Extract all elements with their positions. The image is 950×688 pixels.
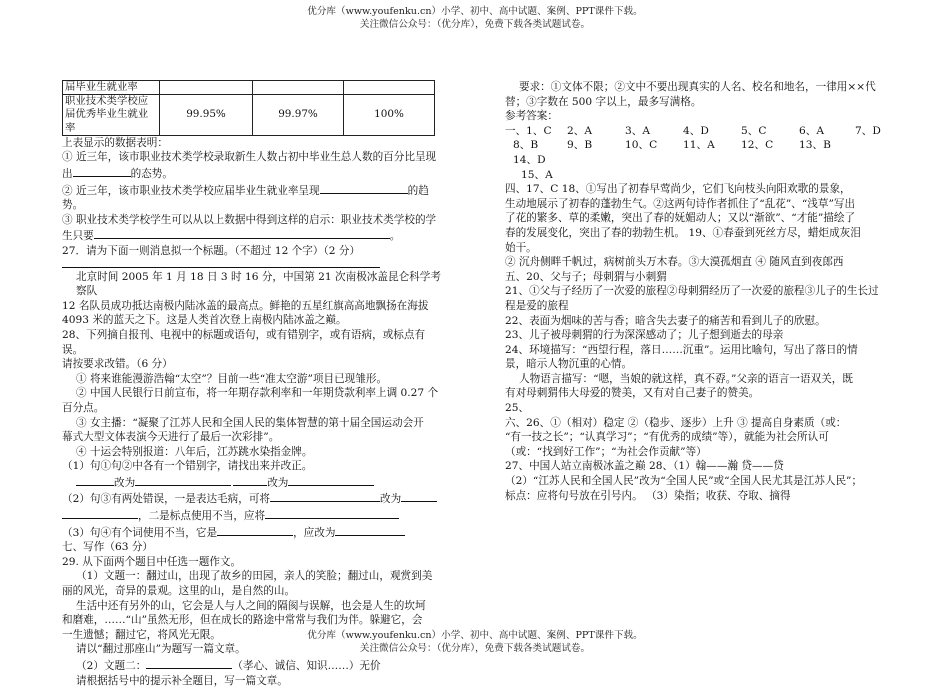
answer-item: 14、D (513, 153, 546, 166)
text-line (62, 227, 442, 244)
text-line: 景，暗示人物沉重的心情。 (505, 358, 633, 371)
text-fragment: （3）句④有个词使用不当，它是 (62, 526, 218, 539)
text-line: （1）文题一：翻过山，出现了故乡的田园，亲人的笑脸；翻过山，观赏到美 (76, 570, 433, 583)
text-line: ② 沉舟侧畔千帆过，病树前头万木春。③大漠孤烟直 ④ 随风直到夜郎西 (505, 256, 844, 269)
text-line: 百分点。 (62, 401, 105, 414)
fill-blank[interactable] (94, 227, 390, 239)
question-27: 27．请为下面一则消息拟一个标题。（不超过 12 个字）（2 分） (62, 244, 361, 257)
answers-heading: 参考答案： (505, 110, 558, 123)
answer-item: 4、D (683, 124, 709, 137)
text-line: ① 近三年，该市职业技术类学校录取新生人数占初中毕业生总人数的百分比呈现 (62, 151, 437, 164)
news-text: 北京时间 2005 年 1 月 18 日 3 时 16 分，中国第 21 次南极冰盖昆仑科学考察队 (76, 270, 441, 298)
table-cell (160, 81, 253, 95)
text-line: ③ 职业技术类学校学生可以从以上数据中得到这样的启示：职业技术类学校的学 (62, 213, 437, 226)
answer-item: 一、1、C (505, 124, 552, 137)
text-line: ④ 十运会特别报道：八年后，江苏跳水染指金牌。 (76, 445, 313, 458)
employment-table (62, 80, 435, 136)
text-line: 要求：①文体不限；②文中不要出现真实的人名、校名和地名，一律用××代 (519, 81, 876, 93)
text-line: 始干。 (505, 241, 537, 254)
text-fragment: ② 近三年，该市职业技术类学校应届毕业生就业率呈现 (62, 184, 320, 197)
page-header (0, 6, 950, 31)
answer-item: 2、A (567, 124, 592, 137)
text-fragment: 的态势。 (130, 168, 173, 180)
text-line: 生活中还有另外的山，它会是人与人之间的隔阂与误解，也会是人生的坎坷 (76, 599, 426, 612)
text-line: 人物语言描写：“嗯，当娘的就这样，真不孬。”父亲的语言一语双关，既 (519, 372, 853, 385)
text-line: ① 将来谁能漫游浩翰“太空”？目前一些“准太空游”项目已现雏形。 (76, 372, 388, 385)
fill-blank[interactable] (401, 490, 437, 502)
fill-blank[interactable] (288, 474, 374, 486)
text-line: 程是爱的旅程 (505, 299, 569, 312)
text-fragment: 改为 (267, 476, 289, 489)
text-fragment: （2）文题二： (76, 660, 147, 672)
table-row (63, 81, 435, 95)
text-line: 24、环境描写：“西望行程，落日……沉重”。运用比喻句，写出了落日的情 (505, 343, 858, 356)
text-line: 六、26、①（相对）稳定 ②（稳步、逐步）上升 ③ 提高自身素质（或： (505, 416, 847, 429)
text-line (62, 182, 442, 213)
fill-blank[interactable] (270, 490, 380, 502)
text-line: ② 中国人民银行日前宣布，将一年期存款利率和一年期贷款利率上调 0.27 个 (76, 387, 439, 400)
fill-blank[interactable] (265, 507, 399, 519)
text-line: 22、表面为烟味的苦与香；暗含失去妻子的痛苦和看到儿子的欣慰。 (505, 314, 826, 327)
text-line: 有对母刺猬伟大母爱的赞美，又有对自己妻子的赞美。 (505, 387, 760, 400)
text-line: 生动地展示了初春的蓬勃生气。②这两句诗作者抓住了“乱花”、“浅草”写出 (505, 197, 856, 210)
text-line: 27、中国人站立南极冰盖之巅 28、（1）翰——瀚 贷——贷 (505, 460, 784, 473)
text-fragment: 生只要 (62, 230, 94, 243)
answer-item: 5、C (741, 124, 767, 137)
text-line: 丽的风光，奇异的景观。这里的山，是自然的山。 (62, 585, 296, 598)
header-line-2: 关注微信公众号：（优分库），免费下载各类试题试卷。 (359, 18, 591, 30)
text-line: 和磨难，……“山”虽然无形，但在成长的路途中常常与我们为伴。躲避它，会 (62, 614, 423, 627)
news-text: 4093 米的蓝天之下。这是人类首次登上南极内陆冰盖之巅。 (62, 314, 347, 327)
footer-line-1: 优分库（www.youfenku.cn）小学、初中、高中试题、案例、PPT课件下载。 (307, 630, 643, 641)
fill-blank[interactable] (217, 524, 293, 536)
text-line (62, 165, 442, 182)
text-line: 标点：应将句号放在引号内。 （3）染指；收获、夺取、摘得 (505, 489, 791, 502)
text-line: 春的发展变化，突出了春的勃勃生机。 19、①春蚕到死丝方尽，蜡炬成灰泪 (505, 226, 861, 239)
text-line (62, 507, 442, 524)
table-cell: 99.95% (160, 95, 253, 136)
text-line: 四、17、C 18、①写出了初春早莺尚少，它们飞向枝头向阳欢歌的景象， (505, 183, 851, 196)
text-line: 请按要求改错。（6 分） (62, 358, 173, 371)
text-line: 一生遗憾；翻过它，将风光无限。 (62, 628, 221, 641)
footer-line-2: 关注微信公众号：（优分库），免费下载各类试题试卷。 (359, 642, 591, 654)
text-line: 幕式大型文体表演今天进行了最后一次彩排”。 (62, 431, 280, 444)
text-line: 请根据括号中的提示补全题目，写一篇文章。 (76, 674, 288, 687)
title-answer-line[interactable] (62, 259, 380, 268)
right-column (505, 80, 883, 503)
answer-item: 3、A (625, 124, 650, 137)
header-line-1: 优分库（www.youfenku.cn）小学、初中、高中试题、案例、PPT课件下载。 (307, 6, 643, 17)
fill-blank[interactable] (76, 474, 114, 486)
text-line: 21、①父与子经历了一次爱的旅程②母刺猬经历了一次爱的旅程③儿子的生长过 (505, 285, 879, 298)
text-fragment: 出 (62, 168, 73, 180)
answer-item: 13、B (799, 139, 831, 152)
text-line (62, 474, 442, 491)
table-cell: 99.97% (253, 95, 344, 136)
text-fragment: 。 (389, 230, 401, 243)
answer-item: 7、D (855, 124, 881, 137)
text-fragment: 改为 (380, 493, 402, 506)
text-fragment: （孝心、诚信、知识……）无价 (232, 660, 381, 672)
answer-row (505, 138, 883, 153)
table-cell-label: 职业技术类学校应届优秀毕业生就业率 (63, 95, 160, 136)
question-28: 28、下列摘自报刊、电视中的标题或语句，或有错别字，或有语病，或标点有误。 (62, 328, 426, 356)
text-fragment: （2）句③有两处错误，一是表达毛病，可将 (62, 493, 271, 506)
text-fragment: ，二是标点使用不当，应将 (138, 510, 266, 523)
fill-blank[interactable] (335, 524, 405, 536)
fill-blank[interactable] (73, 165, 131, 177)
text-line: 替；③字数在 500 字以上，最多写满格。 (505, 95, 702, 108)
text-line: 请以“翻过那座山”为题写一篇文章。 (76, 643, 246, 656)
text-line: 上表显示的数据表明： (62, 136, 168, 149)
text-line: 了花的繁多、草的柔嫩，突出了春的妩媚动人；又以“渐欲”、“才能”描绘了 (505, 212, 856, 225)
fill-blank[interactable] (135, 474, 231, 486)
page-footer (0, 630, 950, 655)
table-row (63, 95, 435, 136)
answer-item: 12、C (741, 139, 774, 152)
text-line (62, 657, 442, 674)
answer-item: 8、B (513, 139, 539, 152)
news-text: 12 名队员成功抵达南极内陆冰盖的最高点。鲜艳的五星红旗高高地飘扬在海拔 (62, 299, 429, 312)
table-cell (253, 81, 344, 95)
section-heading: 七、写作（63 分） (62, 541, 154, 554)
text-line: 23、儿子被母刺猬的行为深深感动了；儿子想到逝去的母亲 (505, 329, 784, 342)
text-line: 五、20、父与子；母刺猬与小刺猬 (505, 270, 667, 283)
question-29: 29. 从下面两个题目中任选一题作文。 (62, 555, 242, 568)
answer-item: 10、C (625, 139, 658, 152)
fill-blank[interactable] (233, 474, 267, 486)
table-cell-label: 届毕业生就业率 (63, 81, 160, 95)
answer-item: 15、A (521, 168, 553, 181)
fill-blank[interactable] (320, 182, 408, 194)
fill-blank[interactable] (146, 657, 232, 669)
text-fragment: 的趋势。 (62, 184, 429, 212)
text-line: 25、 (505, 402, 530, 415)
answer-item: 11、A (683, 139, 715, 152)
fill-blank[interactable] (62, 507, 138, 519)
text-line: （2）“江苏人民和全国人民”改为“全国人民”或“全国人民尤其是江苏人民”； (505, 475, 863, 488)
table-cell (344, 81, 435, 95)
text-fragment: ，应改为 (293, 526, 336, 539)
text-line (62, 524, 442, 541)
answer-row (505, 124, 883, 139)
text-fragment: 改为 (114, 476, 136, 489)
answer-item: 6、A (799, 124, 824, 137)
text-line (62, 490, 442, 507)
text-line: （1）句①句②中各有一个错别字，请找出来并改正。 (62, 460, 313, 473)
answer-item: 9、B (567, 139, 593, 152)
text-line: （或：“找到好工作”；“为社会作贡献”等） (505, 445, 707, 458)
text-line: ③ 女主播：“凝聚了江苏人民和全国人民的集体智慧的第十届全国运动会开 (76, 416, 424, 429)
table-cell: 100% (344, 95, 435, 136)
left-column (62, 80, 442, 688)
text-line: “有一技之长”；“认真学习”；“有优秀的成绩”等），就能为社会所认可 (505, 431, 829, 444)
